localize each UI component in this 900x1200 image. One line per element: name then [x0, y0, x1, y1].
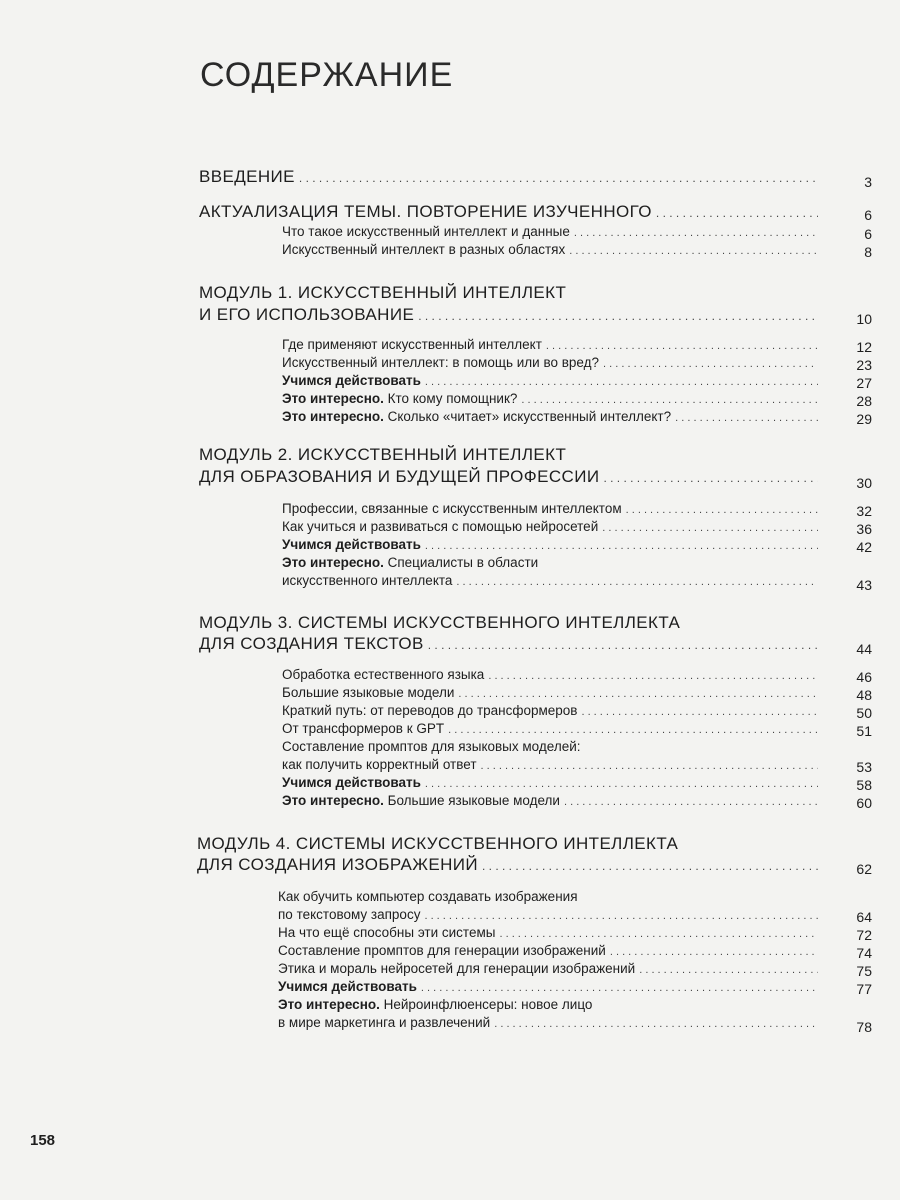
toc-page-number: 78	[856, 1019, 872, 1035]
bold-label: Это интересно.	[282, 555, 384, 570]
toc-page-number: 23	[856, 357, 872, 373]
leader-dots	[546, 337, 818, 354]
toc-page-number: 62	[856, 861, 872, 877]
toc-page-number: 50	[856, 705, 872, 721]
bold-label: Учимся действовать	[282, 537, 421, 552]
toc-subentry[interactable]: Профессии, связанные с искусственным интеллектом . . .	[282, 501, 824, 518]
toc-page-number: 36	[856, 521, 872, 537]
leader-dots	[626, 501, 818, 518]
toc-subentry-line1[interactable]: Это интересно. Нейроинфлюенсеры: новое лицо	[278, 997, 593, 1012]
module-title-line1: МОДУЛЬ 3. СИСТЕМЫ ИСКУССТВЕННОГО ИНТЕЛЛЕКТА	[199, 613, 681, 632]
toc-page-number: 58	[856, 777, 872, 793]
toc-page-number: 28	[856, 393, 872, 409]
leader-dots	[610, 943, 818, 960]
toc-page-number: 53	[856, 759, 872, 775]
leader-dots	[602, 519, 818, 536]
bold-label: Это интересно.	[278, 997, 380, 1012]
module-title-line2: ДЛЯ СОЗДАНИЯ ИЗОБРАЖЕНИЙ	[197, 855, 478, 874]
toc-subentry[interactable]	[278, 979, 824, 996]
leader-dots	[656, 203, 818, 222]
toc-page-number: 64	[856, 909, 872, 925]
leader-dots	[425, 537, 818, 554]
toc-subentry[interactable]: Составление промптов для генерации изображений . . .	[278, 943, 824, 960]
module-title-line2: И ЕГО ИСПОЛЬЗОВАНИЕ	[199, 305, 415, 324]
module-title-line1: МОДУЛЬ 2. ИСКУССТВЕННЫЙ ИНТЕЛЛЕКТ	[199, 445, 567, 464]
toc-subentry[interactable]: как получить корректный ответ . . .	[282, 757, 824, 774]
toc-page-number: 30	[856, 475, 872, 491]
toc-page-number: 44	[856, 641, 872, 657]
toc-page-number: 72	[856, 927, 872, 943]
toc-subentry-line1[interactable]: Как обучить компьютер создавать изображения	[278, 889, 578, 904]
module-title-line1: МОДУЛЬ 4. СИСТЕМЫ ИСКУССТВЕННОГО ИНТЕЛЛЕКТА	[197, 834, 679, 853]
bold-label: Это интересно.	[282, 391, 384, 406]
toc-page-number: 10	[856, 311, 872, 327]
toc-subentry[interactable]	[282, 537, 824, 554]
leader-dots	[574, 224, 818, 241]
leader-dots	[481, 757, 819, 774]
leader-dots	[424, 907, 818, 924]
toc-subentry[interactable]	[282, 775, 824, 792]
leader-dots	[603, 468, 818, 487]
leader-dots	[425, 373, 818, 390]
toc-entry-module3[interactable]	[199, 635, 824, 654]
toc-page-number: 29	[856, 411, 872, 427]
toc-entry-title: ВВЕДЕНИЕ	[199, 167, 295, 186]
leader-dots	[569, 242, 818, 259]
bold-label: Учимся действовать	[282, 373, 421, 388]
toc-entry-module1[interactable]	[199, 306, 824, 325]
leader-dots	[675, 409, 818, 426]
toc-subentry[interactable]	[282, 373, 824, 390]
leader-dots	[494, 1015, 818, 1032]
toc-entry-intro[interactable]	[199, 168, 824, 187]
toc-subentry-line1[interactable]: Составление промптов для языковых моделей:	[282, 739, 581, 754]
toc-page-number: 60	[856, 795, 872, 811]
toc-entry-actual[interactable]	[199, 203, 824, 222]
toc-page-number: 42	[856, 539, 872, 555]
page-folio: 158	[30, 1132, 56, 1149]
leader-dots	[581, 703, 818, 720]
toc-subentry[interactable]: Это интересно. Большие языковые модели . . .	[282, 793, 824, 810]
leader-dots	[428, 635, 818, 654]
leader-dots	[448, 721, 818, 738]
toc-subentry[interactable]: От трансформеров к GPT . . .	[282, 721, 824, 738]
leader-dots	[603, 355, 818, 372]
bold-label: Учимся действовать	[278, 979, 417, 994]
leader-dots	[421, 979, 818, 996]
toc-page-number: 3	[864, 174, 872, 190]
toc-page-number: 12	[856, 339, 872, 355]
toc-page-number: 43	[856, 577, 872, 593]
toc-subentry[interactable]: в мире маркетинга и развлечений . . .	[278, 1015, 824, 1032]
toc-page-number: 77	[856, 981, 872, 997]
leader-dots	[521, 391, 818, 408]
toc-subentry[interactable]: Как учиться и развиваться с помощью нейросетей . . .	[282, 519, 824, 536]
leader-dots	[639, 961, 818, 978]
toc-entry-module2[interactable]	[199, 468, 824, 487]
leader-dots	[299, 168, 818, 187]
toc-page-number: 32	[856, 503, 872, 519]
toc-subentry[interactable]: Обработка естественного языка . . .	[282, 667, 824, 684]
toc-page-number: 27	[856, 375, 872, 391]
toc-subentry[interactable]: Где применяют искусственный интеллект . . .	[282, 337, 824, 354]
module-title-line1: МОДУЛЬ 1. ИСКУССТВЕННЫЙ ИНТЕЛЛЕКТ	[199, 283, 567, 302]
module-title-line2: ДЛЯ СОЗДАНИЯ ТЕКСТОВ	[199, 634, 424, 653]
toc-subentry[interactable]: искусственного интеллекта . . .	[282, 573, 824, 590]
toc-subentry[interactable]: Это интересно. Сколько «читает» искусственный интеллект? . . .	[282, 409, 824, 426]
leader-dots	[482, 856, 818, 875]
toc-page-number: 74	[856, 945, 872, 961]
leader-dots	[488, 667, 818, 684]
leader-dots	[499, 925, 818, 942]
toc-subentry[interactable]: Большие языковые модели . . .	[282, 685, 824, 702]
toc-subentry[interactable]: Что такое искусственный интеллект и данные . . .	[282, 224, 824, 241]
bold-label: Это интересно.	[282, 793, 384, 808]
toc-subentry[interactable]: Искусственный интеллект в разных областях . . .	[282, 242, 824, 259]
leader-dots	[418, 306, 818, 325]
toc-subentry-line1[interactable]: Это интересно. Специалисты в области	[282, 555, 539, 570]
page-title: СОДЕРЖАНИЕ	[200, 56, 454, 94]
leader-dots	[456, 573, 818, 590]
toc-page-number: 46	[856, 669, 872, 685]
toc-subentry[interactable]: Искусственный интеллект: в помощь или во вред? . . .	[282, 355, 824, 372]
bold-label: Это интересно.	[282, 409, 384, 424]
toc-subentry[interactable]: Краткий путь: от переводов до трансформеров . . .	[282, 703, 824, 720]
toc-page-number: 8	[864, 244, 872, 260]
toc-page-number: 75	[856, 963, 872, 979]
toc-page-number: 51	[856, 723, 872, 739]
toc-page-number: 6	[864, 207, 872, 223]
toc-page-number: 48	[856, 687, 872, 703]
toc-entry-title: АКТУАЛИЗАЦИЯ ТЕМЫ. ПОВТОРЕНИЕ ИЗУЧЕННОГО	[199, 202, 652, 221]
toc-subentry[interactable]: На что ещё способны эти системы . . .	[278, 925, 824, 942]
toc-subentry[interactable]: Этика и мораль нейросетей для генерации изображений . . .	[278, 961, 824, 978]
leader-dots	[564, 793, 818, 810]
toc-page-number: 6	[864, 226, 872, 242]
toc-subentry[interactable]: по текстовому запросу . . .	[278, 907, 824, 924]
module-title-line2: ДЛЯ ОБРАЗОВАНИЯ И БУДУЩЕЙ ПРОФЕССИИ	[199, 467, 600, 486]
leader-dots	[458, 685, 818, 702]
bold-label: Учимся действовать	[282, 775, 421, 790]
toc-entry-module4[interactable]	[197, 856, 824, 875]
toc-subentry[interactable]: Это интересно. Кто кому помощник? . . .	[282, 391, 824, 408]
leader-dots	[425, 775, 818, 792]
